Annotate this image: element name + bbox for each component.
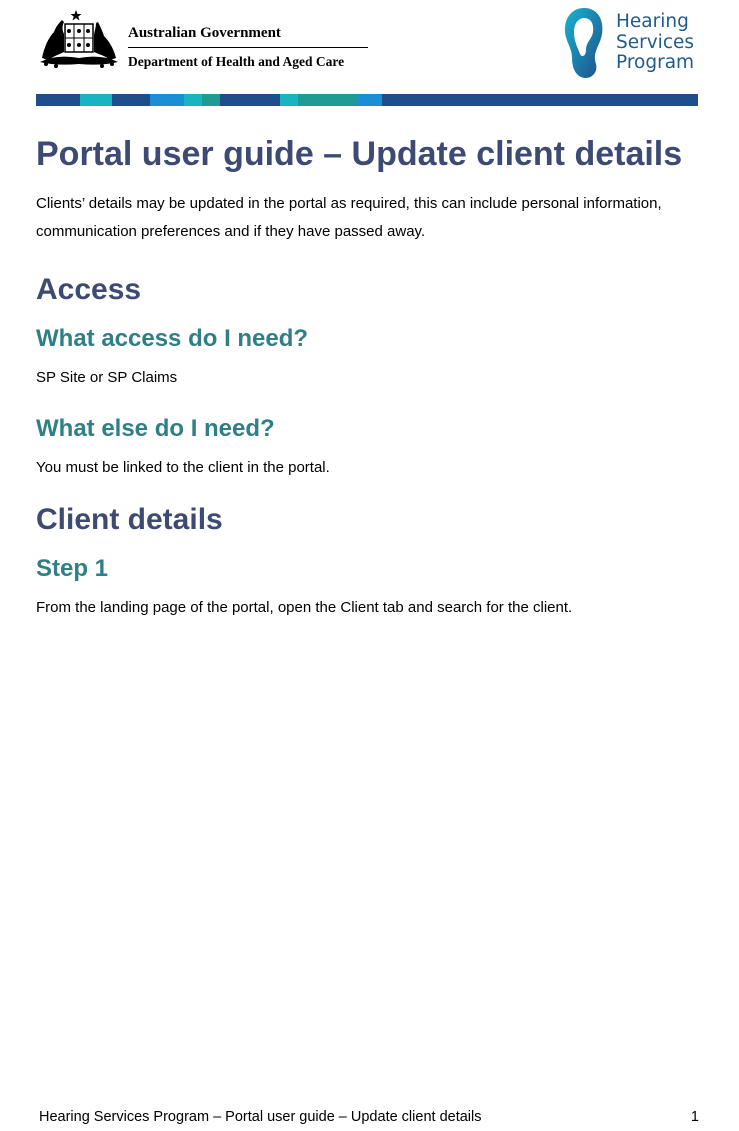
paragraph-step-1: From the landing page of the portal, open the Client tab and search for the client. (36, 599, 573, 616)
ear-icon (562, 6, 606, 80)
paragraph-access-required: SP Site or SP Claims (36, 369, 178, 386)
page-title: Portal user guide – Update client details (36, 135, 683, 173)
logo-line: Hearing (616, 11, 689, 32)
stripe-segment (150, 94, 184, 106)
page-footer (39, 1107, 699, 1127)
department-name: Department of Health and Aged Care (128, 54, 345, 69)
coat-of-arms-icon (36, 8, 122, 70)
subheading-what-access: What access do I need? (36, 325, 309, 352)
stripe-segment (80, 94, 112, 106)
stripe-segment (202, 94, 220, 106)
header-color-stripe (36, 94, 698, 106)
divider (128, 47, 368, 48)
intro-paragraph: Clients’ details may be updated in the portal as required, this can include personal information, communication preferences and if they have passed away. (36, 195, 662, 240)
footer-text: Hearing Services Program – Portal user guide – Update client details (39, 1109, 482, 1125)
australian-government-logo (36, 8, 376, 72)
logo-line: Program (616, 52, 695, 73)
logo-line: Services (616, 31, 695, 53)
stripe-segment (280, 94, 298, 106)
program-name (616, 12, 694, 74)
subheading-what-else: What else do I need? (36, 415, 275, 442)
government-name: Australian Government (128, 25, 281, 41)
gov-text-block (128, 24, 370, 70)
stripe-segment (298, 94, 358, 106)
section-heading-client-details: Client details (36, 503, 223, 536)
subheading-step-1: Step 1 (36, 555, 109, 582)
section-heading-access: Access (36, 273, 142, 306)
hearing-services-program-logo (562, 6, 702, 82)
stripe-segment (358, 94, 382, 106)
paragraph-else-required: You must be linked to the client in the portal. (36, 459, 330, 476)
document-body (36, 134, 700, 622)
page-number: 1 (690, 1109, 699, 1125)
stripe-segment (382, 94, 698, 106)
stripe-segment (220, 94, 280, 106)
stripe-segment (184, 94, 202, 106)
stripe-segment (36, 94, 80, 106)
stripe-segment (112, 94, 150, 106)
